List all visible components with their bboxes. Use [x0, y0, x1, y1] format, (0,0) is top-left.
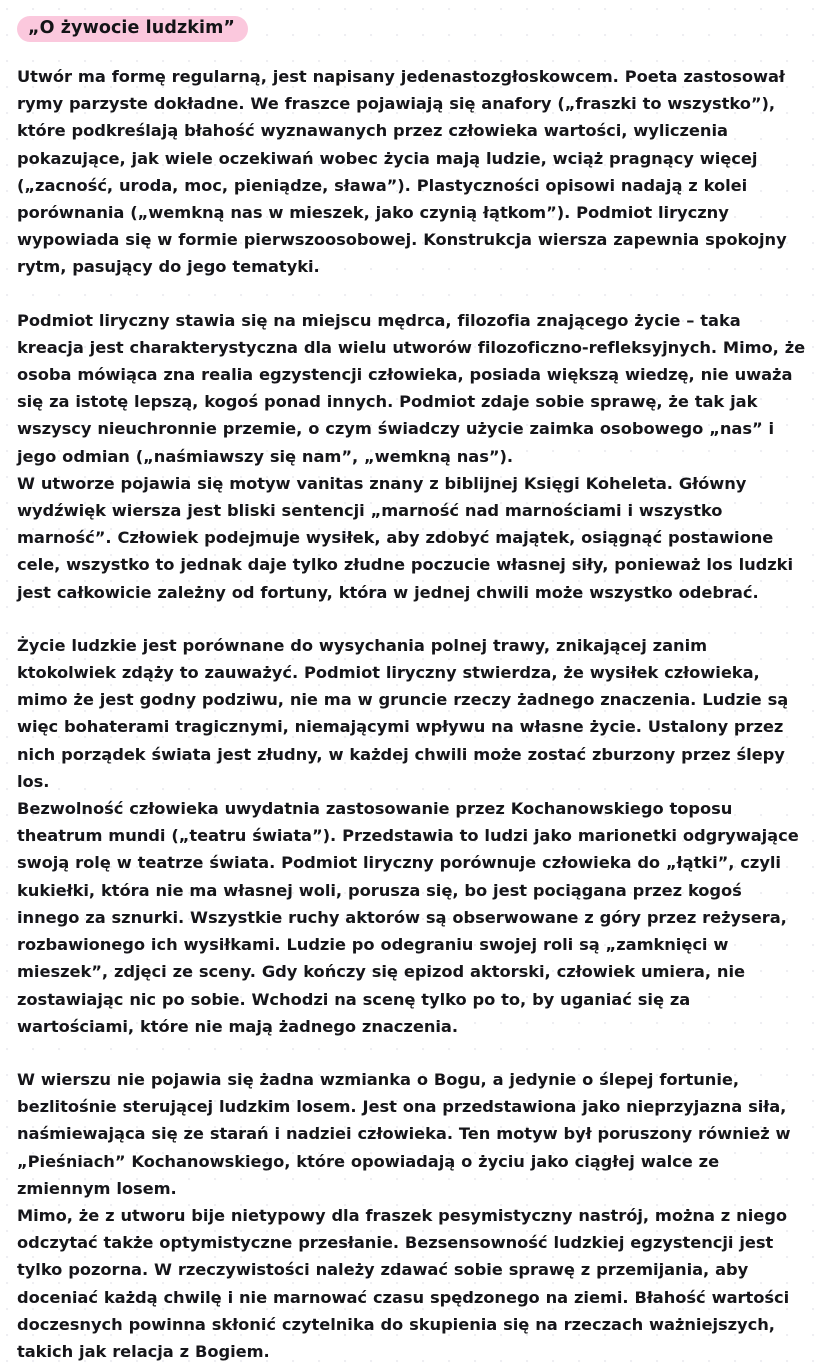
paragraph-line: Utwór ma formę regularną, jest napisany jedenastozgłoskowcem. Poeta zastosował rymy parzyste dokładne. We fraszce pojawiają się anafory („fraszki to wszystko”), które podkreślają błahość wyznawanych przez człowieka wartości, wyliczenia pokazujące, jak wiele oczekiwań wobec życia mają ludzie, wciąż pragnący więcej („zacność, uroda, moc, pieniądze, sława”). Plastyczności opisowi nadają z kolei porównania („wemkną nas w mieszek, jako czynią łątkom”). Podmiot liryczny wypowiada się w formie pierwszoosobowej. Konstrukcja wiersza zapewnia spokojny rytm, pasujący do jego tematyki.: [17, 67, 787, 277]
paragraph-line: W utworze pojawia się motyw vanitas znany z biblijnej Księgi Koheleta. Główny wydźwięk wiersza jest bliski sentencji „marność nad marnościami i wszystko marność”. Człowiek podejmuje wysiłek, aby zdobyć majątek, osiągnąć postawione cele, wszystko to jednak daje tylko złudne poczucie własnej siły, ponieważ los ludzki jest całkowicie zależny od fortuny, która w jednej chwili może wszystko odebrać.: [17, 473, 793, 602]
paragraph-line: Życie ludzkie jest porównane do wysychania polnej trawy, znikającej zanim ktokolwiek zdąży to zauważyć. Podmiot liryczny stwierdza, że wysiłek człowieka, mimo że jest godny podziwu, nie ma w gruncie rzeczy żadnego znaczenia. Ludzie są więc bohaterami tragicznymi, niemającymi wpływu na własne życie. Ustalony przez nich porządek świata jest złudny, w każdej chwili może zostać zburzony przez ślepy los.: [17, 635, 789, 791]
page-title: [17, 16, 248, 42]
paragraph-line: W wierszu nie pojawia się żadna wzmianka o Bogu, a jedynie o ślepej fortunie, bezlitośnie sterującej ludzkim losem. Jest ona przedstawiona jako nieprzyjazna siła, naśmiewająca się ze starań i nadziei człowieka. Ten motyw był poruszony również w „Pieśniach” Kochanowskiego, które opowiadają o życiu jako ciągłej walce ze zmiennym losem.: [17, 1069, 791, 1198]
paragraph-line: Mimo, że z utworu bije nietypowy dla fraszek pesymistyczny nastrój, można z niego odczytać także optymistyczne przesłanie. Bezsensowność ludzkiej egzystencji jest tylko pozorna. W rzeczywistości należy zdawać sobie sprawę z przemijania, aby doceniać każdą chwilę i nie marnować czasu spędzonego na ziemi. Błahość wartości doczesnych powinna skłonić czytelnika do skupienia się na rzeczach ważniejszych, takich jak relacja z Bogiem.: [17, 1205, 790, 1361]
paragraph-forma: [17, 63, 810, 281]
title-highlight-text: „O żywocie ludzkim”: [17, 16, 248, 42]
document-body: [17, 63, 810, 1365]
paragraph-zycie-ludzkie: [17, 632, 810, 1040]
paragraph-podmiot: [17, 307, 810, 606]
paragraph-line: Bezwolność człowieka uwydatnia zastosowanie przez Kochanowskiego toposu theatrum mundi („teatru świata”). Przedstawia to ludzi jako marionetki odgrywające swoją rolę w teatrze świata. Podmiot liryczny porównuje człowieka do „łątki”, czyli kukiełki, która nie ma własnej woli, porusza się, bo jest pociągana przez kogoś innego za sznurki. Wszystkie ruchy aktorów są obserwowane z góry przez reżysera, rozbawionego ich wysiłkami. Ludzie po odegraniu swojej roli są „zamknięci w mieszek”, zdjęci ze sceny. Gdy kończy się epizod aktorski, człowiek umiera, nie zostawiając nic po sobie. Wchodzi na scenę tylko po to, by uganiać się za wartościami, które nie mają żadnego znaczenia.: [17, 799, 799, 1036]
paragraph-fortuna: [17, 1066, 810, 1365]
paragraph-line: Podmiot liryczny stawia się na miejscu mędrca, filozofia znającego życie – taka kreacja jest charakterystyczna dla wielu utworów filozoficzno-refleksyjnych. Mimo, że osoba mówiąca zna realia egzystencji człowieka, posiada większą wiedzę, nie uważa się za istotę lepszą, kogoś ponad innych. Podmiot zdaje sobie sprawę, że tak jak wszyscy nieuchronnie przemie, o czym świadczy użycie zaimka osobowego „nas” i jego odmian („naśmiawszy się nam”, „wemkną nas”).: [17, 310, 806, 466]
